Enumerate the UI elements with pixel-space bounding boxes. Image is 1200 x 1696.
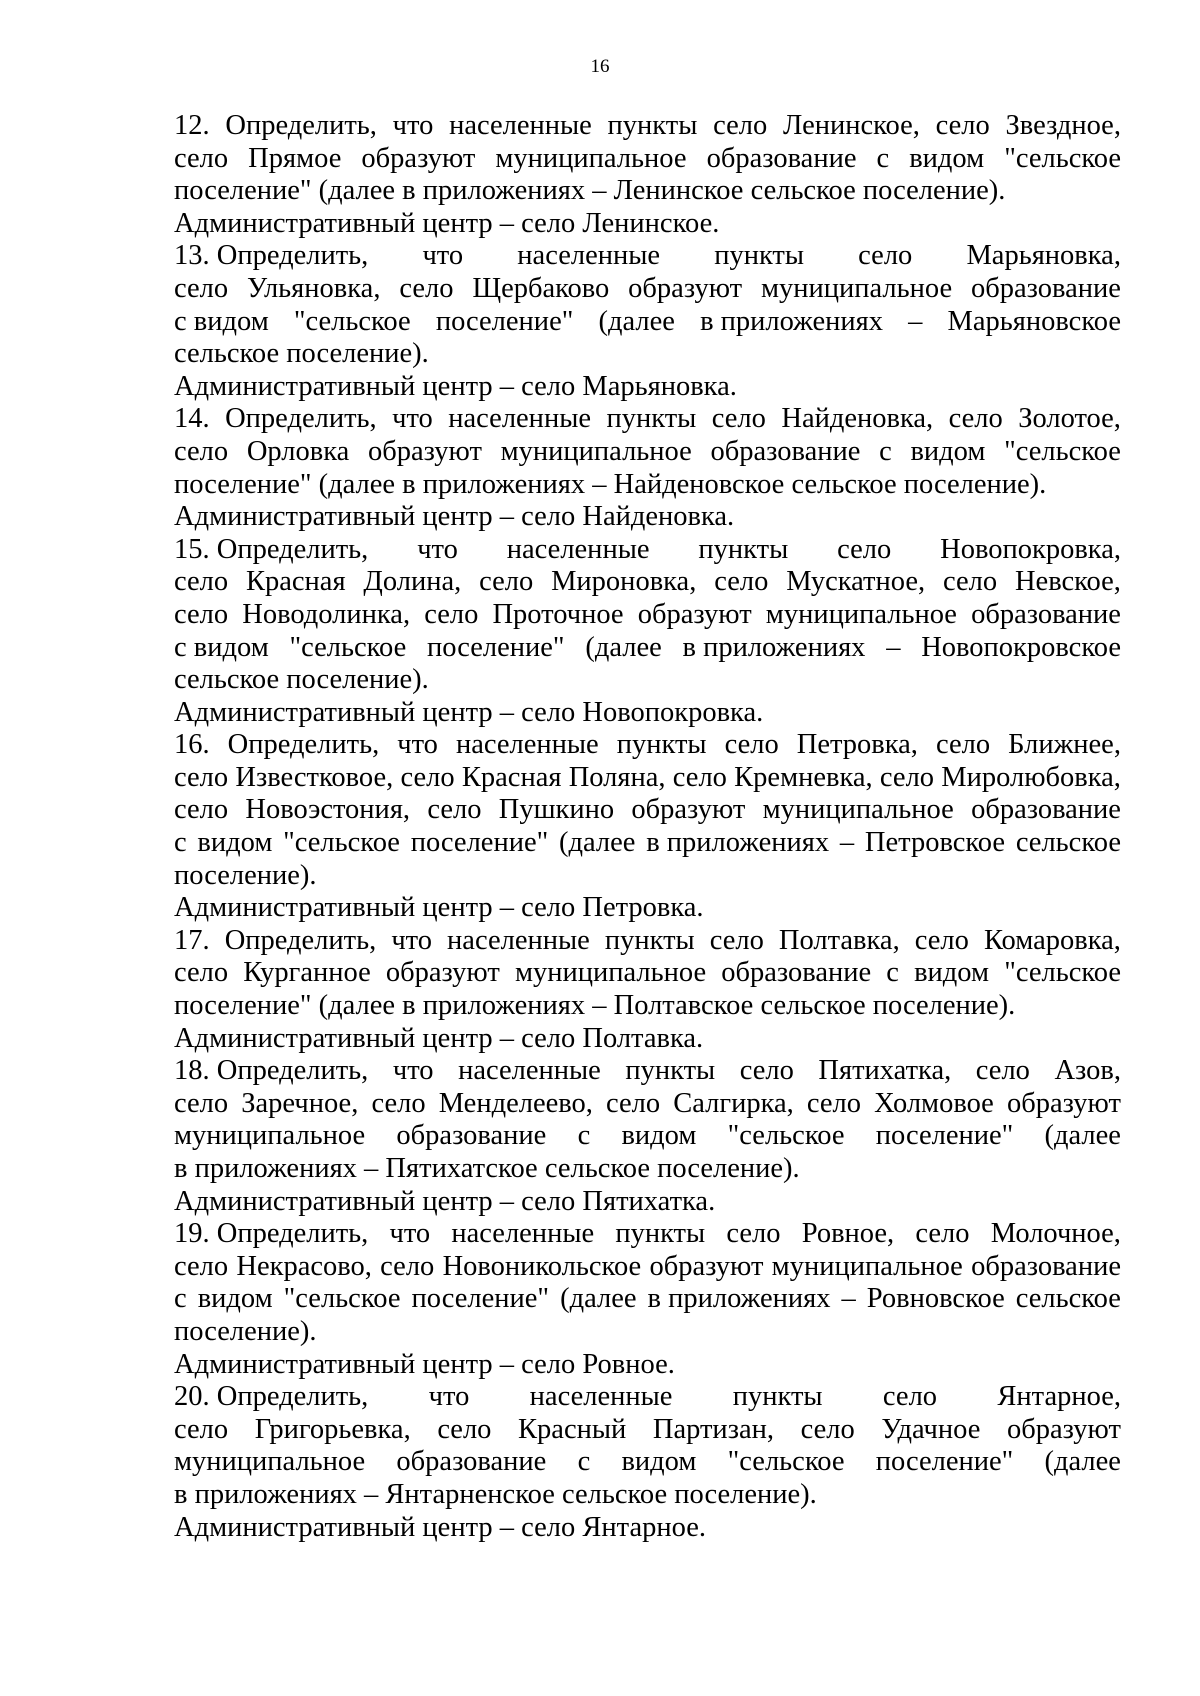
word: село	[174, 1087, 229, 1119]
word: видом	[197, 827, 273, 859]
word: с	[876, 142, 890, 174]
word: образуют	[361, 142, 476, 174]
word: населенные	[447, 924, 590, 956]
word: пункты	[732, 1381, 823, 1413]
word: село	[424, 598, 479, 630]
word: село	[711, 403, 766, 435]
word: (далее	[1044, 1446, 1121, 1478]
word: образование	[710, 435, 861, 467]
word: 13. Определить,	[174, 240, 369, 272]
word: Новоэстония,	[245, 794, 411, 826]
word: село	[837, 533, 892, 565]
word: Петровское	[864, 827, 1006, 859]
word: Определить,	[225, 403, 377, 435]
word: Ленинское,	[782, 110, 920, 141]
paragraph-line	[174, 599, 1121, 632]
paragraph-line	[174, 925, 1121, 958]
word: с видом	[174, 631, 269, 663]
paragraph-line	[174, 632, 1121, 665]
word: Новопокровка,	[940, 533, 1121, 565]
word: Партизан,	[652, 1413, 774, 1445]
paragraph-line	[174, 436, 1121, 469]
word: "сельское	[293, 305, 411, 337]
word: что	[417, 533, 458, 565]
paragraph-line	[174, 1446, 1121, 1479]
word: село	[709, 924, 764, 956]
word: Ближнее,	[1008, 729, 1121, 761]
word: что	[391, 924, 432, 956]
word: Янтарное,	[997, 1381, 1121, 1413]
word: Азов,	[1054, 1055, 1121, 1087]
paragraph-line	[174, 566, 1121, 599]
word: Петровка,	[796, 729, 918, 761]
word: муниципальное	[514, 957, 707, 989]
word: Кремневка,	[734, 761, 873, 793]
word: Красная	[461, 761, 562, 793]
word: образуют	[1006, 1087, 1121, 1119]
word: "сельское	[1004, 435, 1121, 467]
word: "сельское	[1004, 142, 1121, 174]
word: что	[397, 729, 438, 761]
word: "сельское	[727, 1446, 845, 1478]
word: село	[800, 1413, 855, 1445]
word: Мироновка,	[551, 566, 697, 598]
word: Невское,	[1014, 566, 1121, 598]
word: село	[380, 1250, 435, 1282]
word: с	[577, 1446, 591, 1478]
word: что	[392, 1055, 434, 1087]
paragraph-line	[174, 403, 1121, 436]
word: село	[174, 142, 229, 174]
paragraph-line	[174, 273, 1121, 306]
word: пункты	[606, 403, 697, 435]
paragraph-line	[174, 1120, 1121, 1153]
word: образование	[396, 1120, 547, 1152]
word: Салгирка,	[673, 1087, 794, 1119]
paragraph-line: сельское поселение).	[174, 338, 429, 370]
word: Ровновское	[866, 1283, 1005, 1315]
word: село	[806, 1087, 862, 1119]
word: муниципальное	[174, 1120, 366, 1152]
word: пункты	[616, 729, 707, 761]
word: 12.	[174, 110, 210, 141]
word: село	[399, 272, 454, 304]
word: село	[174, 794, 229, 826]
word: село	[174, 272, 229, 304]
word: муниципальное	[762, 794, 954, 826]
paragraph-line	[174, 762, 1121, 795]
word: пункты	[625, 1055, 716, 1087]
word: Менделеево,	[438, 1087, 593, 1119]
admin-center-line: Административный центр – село Найденовка.	[174, 501, 735, 533]
word: в приложениях	[646, 827, 830, 859]
word: "сельское	[283, 1283, 401, 1315]
word: 20. Определить,	[174, 1381, 369, 1413]
admin-center-line: Административный центр – село Пятихатка.	[174, 1185, 716, 1217]
word: –	[886, 631, 901, 663]
word: в приложениях	[700, 305, 883, 337]
word: Щербаково	[472, 272, 610, 304]
paragraph-line	[174, 957, 1121, 990]
word: пункты	[607, 110, 698, 141]
word: Миролюбовка,	[941, 761, 1121, 793]
word: образование	[706, 142, 857, 174]
word: поселение"	[875, 1120, 1014, 1152]
word: в приложениях	[647, 1283, 831, 1315]
paragraph-line: поселение).	[174, 859, 317, 891]
word: Поляна,	[568, 761, 666, 793]
word: с	[886, 957, 899, 989]
word: Мускатное,	[786, 566, 926, 598]
word: образуют	[637, 598, 752, 630]
word: Орловка	[246, 435, 350, 467]
word: Марьяновка,	[966, 240, 1121, 272]
word: Новоникольское	[442, 1250, 642, 1282]
word: село	[400, 761, 455, 793]
word: муниципальное	[174, 1446, 366, 1478]
word: 17.	[174, 924, 210, 956]
admin-center-line: Административный центр – село Полтавка.	[174, 1022, 704, 1054]
word: 15. Определить,	[174, 533, 369, 565]
word: Определить,	[225, 110, 377, 141]
paragraph-line: поселение" (далее в приложениях – Полтавское сельское поселение).	[174, 990, 1016, 1022]
word: образуют	[649, 1250, 764, 1282]
word: муниципальное	[495, 142, 687, 174]
word: видом	[621, 1120, 697, 1152]
word: село	[174, 1413, 229, 1445]
admin-center-line: Административный центр – село Ровное.	[174, 1348, 675, 1380]
word: Ульяновка,	[247, 272, 381, 304]
paragraph-line	[174, 827, 1121, 860]
word: Проточное	[492, 598, 624, 630]
word: Марьяновское	[947, 305, 1121, 337]
word: сельское	[1015, 1283, 1121, 1315]
word: Пятихатка,	[818, 1055, 952, 1087]
word: село	[914, 924, 969, 956]
word: "сельское	[727, 1120, 845, 1152]
admin-center-line: Административный центр – село Ленинское.	[174, 207, 720, 239]
paragraph-line	[174, 534, 1121, 567]
word: село	[948, 403, 1003, 435]
word: село	[858, 240, 913, 272]
word: село	[174, 598, 229, 630]
word: поселение"	[410, 827, 549, 859]
word: (далее	[585, 631, 662, 663]
word: –	[908, 305, 923, 337]
paragraph-line	[174, 143, 1121, 176]
word: населенные	[517, 240, 661, 272]
word: Удачное	[881, 1413, 981, 1445]
word: Некрасово,	[236, 1250, 372, 1282]
word: Известковое,	[235, 761, 394, 793]
word: муниципальное	[500, 435, 692, 467]
word: пункты	[615, 1218, 706, 1250]
word: населенные	[448, 403, 591, 435]
word: Курганное	[243, 957, 371, 989]
document-body	[174, 110, 1121, 1544]
word: "сельское	[289, 631, 407, 663]
word: Пушкино	[498, 794, 615, 826]
admin-center-line: Административный центр – село Петровка.	[174, 892, 704, 924]
word: образование	[971, 1250, 1121, 1282]
word: образование	[971, 794, 1121, 826]
word: село	[882, 1381, 938, 1413]
admin-center-line: Административный центр – село Новопокровка.	[174, 696, 764, 728]
paragraph-line	[174, 1381, 1121, 1414]
word: пункты	[714, 240, 805, 272]
admin-center-line: Административный центр – село Янтарное.	[174, 1511, 706, 1543]
word: село	[942, 566, 998, 598]
word: село	[174, 566, 229, 598]
paragraph-line	[174, 1414, 1121, 1447]
word: –	[839, 827, 855, 859]
word: образуют	[385, 957, 500, 989]
word: Заречное,	[241, 1087, 359, 1119]
paragraph-line	[174, 306, 1121, 339]
word: Комаровка,	[983, 924, 1121, 956]
word: Григорьевка,	[254, 1413, 411, 1445]
word: село	[174, 1250, 229, 1282]
word: сельское	[1015, 827, 1121, 859]
word: село	[975, 1055, 1030, 1087]
word: Новодолинка,	[242, 598, 411, 630]
paragraph-line	[174, 240, 1121, 273]
word: село	[724, 729, 779, 761]
word: муниципальное	[771, 1250, 963, 1282]
word: поселение"	[411, 1283, 550, 1315]
word: село	[713, 110, 768, 141]
word: что	[389, 1218, 431, 1250]
word: пункты	[698, 533, 789, 565]
word: видом	[197, 1283, 273, 1315]
word: село	[714, 566, 769, 598]
admin-center-line: Административный центр – село Марьяновка.	[174, 370, 737, 402]
word: село	[437, 1413, 492, 1445]
paragraph-line: сельское поселение).	[174, 664, 429, 696]
word: село	[726, 1218, 781, 1250]
word: поселение"	[435, 305, 574, 337]
word: пункты	[604, 924, 695, 956]
word: село	[915, 1218, 970, 1250]
word: видом	[910, 435, 986, 467]
word: образуют	[628, 272, 743, 304]
word: что	[428, 1381, 470, 1413]
word: образуют	[367, 435, 482, 467]
word: село	[879, 761, 935, 793]
word: муниципальное	[760, 272, 953, 304]
word: образование	[971, 272, 1121, 304]
paragraph-line: поселение" (далее в приложениях – Ленинское сельское поселение).	[174, 175, 1006, 207]
word: село	[174, 957, 229, 989]
paragraph-line: в приложениях – Янтарненское сельское поселение).	[174, 1478, 817, 1510]
word: населенные	[451, 1218, 595, 1250]
word: Красный	[518, 1413, 627, 1445]
word: поселение"	[875, 1446, 1014, 1478]
word: –	[841, 1283, 856, 1315]
word: Новопокровское	[921, 631, 1121, 663]
word: населенные	[455, 729, 599, 761]
word: видом	[909, 142, 985, 174]
word: 19. Определить,	[174, 1218, 369, 1250]
word: Ровное,	[801, 1218, 895, 1250]
word: что	[422, 240, 464, 272]
paragraph-line: поселение).	[174, 1315, 317, 1347]
word: образование	[971, 598, 1121, 630]
word: образование	[721, 957, 872, 989]
word: село	[174, 435, 229, 467]
word: село	[935, 110, 990, 141]
paragraph-line	[174, 729, 1121, 762]
word: населенные	[506, 533, 650, 565]
word: населенные	[449, 110, 592, 141]
word: с	[174, 827, 187, 859]
word: Определить,	[227, 729, 380, 761]
paragraph-line	[174, 110, 1121, 143]
word: село	[935, 729, 991, 761]
word: "сельское	[283, 827, 400, 859]
word: Золотое,	[1018, 403, 1121, 435]
word: в приложениях	[682, 631, 866, 663]
word: с	[879, 435, 892, 467]
paragraph-line	[174, 794, 1121, 827]
word: (далее	[598, 305, 675, 337]
paragraph-line	[174, 1283, 1121, 1316]
word: образуют	[631, 794, 746, 826]
word: с	[174, 1283, 187, 1315]
word: Звездное,	[1005, 110, 1121, 141]
word: село	[672, 761, 727, 793]
word: село	[606, 1087, 661, 1119]
word: (далее	[559, 827, 636, 859]
word: Молочное,	[990, 1218, 1121, 1250]
word: Прямое	[248, 142, 342, 174]
word: видом	[621, 1446, 697, 1478]
word: Долина,	[363, 566, 462, 598]
word: Холмовое	[874, 1087, 994, 1119]
word: 18. Определить,	[174, 1055, 369, 1087]
word: 14.	[174, 403, 210, 435]
paragraph-line	[174, 1088, 1121, 1121]
word: образуют	[1006, 1413, 1121, 1445]
word: "сельское	[1004, 957, 1121, 989]
word: 16.	[174, 729, 210, 761]
page-number: 16	[590, 56, 610, 77]
word: Определить,	[224, 924, 377, 956]
word: поселение"	[427, 631, 565, 663]
word: населенные	[529, 1381, 673, 1413]
word: с видом	[174, 305, 269, 337]
word: село	[371, 1087, 426, 1119]
word: муниципальное	[765, 598, 957, 630]
word: село	[427, 794, 482, 826]
word: что	[392, 403, 433, 435]
word: село	[479, 566, 534, 598]
word: Полтавка,	[778, 924, 900, 956]
word: село	[174, 761, 229, 793]
paragraph-line	[174, 1218, 1121, 1251]
paragraph-line	[174, 1251, 1121, 1284]
word: (далее	[1044, 1120, 1121, 1152]
paragraph-line	[174, 1055, 1121, 1088]
word: село	[739, 1055, 794, 1087]
word: что	[392, 110, 434, 141]
word: населенные	[458, 1055, 601, 1087]
paragraph-line: поселение" (далее в приложениях – Найденовское сельское поселение).	[174, 468, 1047, 500]
word: (далее	[560, 1283, 637, 1315]
word: образование	[396, 1446, 547, 1478]
word: видом	[914, 957, 990, 989]
word: Найденовка,	[781, 403, 934, 435]
paragraph-line: в приложениях – Пятихатское сельское поселение).	[174, 1153, 800, 1184]
word: с	[577, 1120, 591, 1152]
word: Красная	[245, 566, 346, 598]
